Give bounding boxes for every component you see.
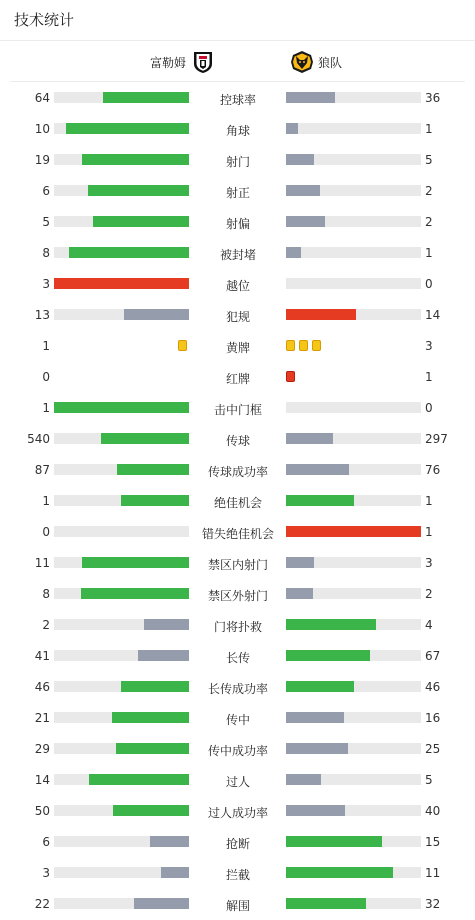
home-stat-value: 5 [42, 215, 50, 229]
away-stat-bar-fill [286, 309, 356, 320]
stat-label: 传球成功率 [207, 465, 268, 479]
stats-list [0, 83, 475, 920]
stat-row [0, 114, 475, 145]
home-team-name: 富勒姆 [149, 55, 186, 70]
stat-label: 控球率 [219, 93, 256, 107]
home-stat-bar-track [54, 216, 189, 227]
home-stat-bar-fill [112, 712, 189, 723]
away-stat-value: 76 [425, 463, 441, 477]
home-stat-value: 540 [27, 432, 50, 446]
stat-row [0, 889, 475, 920]
home-stat-value: 11 [34, 556, 50, 570]
home-stat-bar-track [54, 495, 189, 506]
stat-row [0, 796, 475, 827]
away-stat-bar-track [286, 433, 421, 444]
yellow-card-icon [299, 340, 308, 351]
stat-label: 传中 [225, 713, 250, 727]
home-stat-bar-track [54, 123, 189, 134]
home-stat-bar-fill [69, 247, 189, 258]
stat-label: 门将扑救 [213, 620, 262, 634]
away-stat-bar-track [286, 743, 421, 754]
away-stat-bar-fill [286, 650, 370, 661]
stat-label: 过人 [225, 775, 250, 789]
away-stat-bar-track [286, 123, 421, 134]
away-stat-value: 11 [425, 866, 441, 880]
page-title: 技术统计 [0, 0, 475, 41]
home-stat-bar-track [54, 154, 189, 165]
home-stat-bar-fill [54, 402, 189, 413]
away-stat-value: 1 [425, 122, 433, 136]
home-stat-bar-fill [113, 805, 189, 816]
home-stat-bar-fill [103, 92, 189, 103]
home-stat-value: 2 [42, 618, 50, 632]
yellow-card-icon [312, 340, 321, 351]
away-stat-bar-track [286, 681, 421, 692]
away-stat-bar-track [286, 247, 421, 258]
home-stat-value: 29 [34, 742, 50, 756]
away-stat-bar-track [286, 619, 421, 630]
home-stat-bar-fill [54, 278, 189, 289]
red-card-icon [286, 371, 295, 382]
home-stat-bar-track [54, 464, 189, 475]
home-stat-bar-fill [82, 154, 189, 165]
away-stat-value: 32 [425, 897, 441, 911]
stat-row [0, 765, 475, 796]
home-stat-bar-track [54, 526, 189, 537]
away-stat-value: 2 [425, 184, 433, 198]
home-stat-bar-fill [66, 123, 189, 134]
stat-row [0, 858, 475, 889]
away-stat-bar-track [286, 495, 421, 506]
stat-row [0, 734, 475, 765]
away-stat-bar-fill [286, 836, 382, 847]
away-stat-bar-track [286, 154, 421, 165]
away-stat-bar-fill [286, 433, 333, 444]
home-stat-bar-fill [138, 650, 189, 661]
away-stat-value: 16 [425, 711, 441, 725]
away-stat-bar-track [286, 309, 421, 320]
away-stat-value: 1 [425, 370, 433, 384]
stat-row [0, 486, 475, 517]
stat-label: 错失绝佳机会 [201, 527, 274, 541]
home-stat-bar-track [54, 650, 189, 661]
away-stat-bar-fill [286, 743, 348, 754]
away-stat-value: 15 [425, 835, 441, 849]
home-stat-value: 64 [34, 91, 50, 105]
stat-row [0, 548, 475, 579]
away-stat-value: 67 [425, 649, 441, 663]
home-stat-bar-track [54, 402, 189, 413]
stat-label: 传中成功率 [207, 744, 268, 758]
stat-label: 过人成功率 [207, 806, 268, 820]
stat-label: 越位 [225, 279, 250, 293]
home-stat-value: 21 [34, 711, 50, 725]
home-stat-bar-track [54, 681, 189, 692]
yellow-card-icon [178, 340, 187, 351]
away-stat-bar-track [286, 588, 421, 599]
away-stat-bar-track [286, 774, 421, 785]
home-stat-bar-fill [93, 216, 189, 227]
stat-row [0, 424, 475, 455]
away-stat-bar-fill [286, 619, 376, 630]
away-stat-bar-fill [286, 216, 325, 227]
stat-row [0, 145, 475, 176]
away-stat-value: 5 [425, 773, 433, 787]
stat-label: 长传成功率 [207, 682, 268, 696]
home-stat-value: 6 [42, 835, 50, 849]
away-stat-value: 14 [425, 308, 441, 322]
stat-row [0, 269, 475, 300]
away-stat-value: 5 [425, 153, 433, 167]
away-stat-bar-fill [286, 898, 366, 909]
stat-row [0, 331, 475, 362]
home-stat-value: 8 [42, 246, 50, 260]
away-stat-value: 4 [425, 618, 433, 632]
away-cards [286, 371, 295, 382]
home-stat-bar-fill [88, 185, 189, 196]
stat-label: 红牌 [225, 372, 250, 386]
away-stat-bar-fill [286, 185, 320, 196]
home-stat-value: 0 [42, 525, 50, 539]
stat-row [0, 703, 475, 734]
away-stat-value: 46 [425, 680, 441, 694]
stat-label: 射偏 [225, 217, 250, 231]
away-stat-bar-track [286, 898, 421, 909]
home-stat-bar-track [54, 185, 189, 196]
stat-label: 绝佳机会 [213, 496, 262, 510]
away-stat-bar-fill [286, 681, 354, 692]
home-stat-bar-fill [134, 898, 189, 909]
away-stat-bar-track [286, 278, 421, 289]
away-stat-bar-fill [286, 154, 314, 165]
stat-label: 击中门框 [213, 403, 262, 417]
stat-row [0, 610, 475, 641]
home-stat-bar-track [54, 278, 189, 289]
away-stat-value: 2 [425, 587, 433, 601]
home-stat-bar-track [54, 867, 189, 878]
away-team[interactable] [290, 50, 342, 74]
yellow-card-icon [286, 340, 295, 351]
home-stat-value: 8 [42, 587, 50, 601]
home-stat-value: 3 [42, 866, 50, 880]
stat-label: 拦截 [225, 868, 250, 882]
home-stat-bar-track [54, 619, 189, 630]
home-stat-bar-track [54, 774, 189, 785]
away-cards [286, 340, 321, 351]
home-cards [178, 340, 187, 351]
home-stat-value: 19 [34, 153, 50, 167]
away-stat-bar-fill [286, 526, 421, 537]
stat-row [0, 579, 475, 610]
stat-label: 抢断 [225, 837, 250, 851]
home-stat-bar-track [54, 743, 189, 754]
stat-row [0, 827, 475, 858]
home-stat-bar-fill [82, 557, 189, 568]
stat-label: 犯规 [225, 310, 250, 324]
away-team-name: 狼队 [318, 55, 343, 70]
teams-header [10, 41, 465, 82]
home-stat-bar-fill [81, 588, 189, 599]
away-stat-bar-fill [286, 774, 321, 785]
away-stat-value: 1 [425, 525, 433, 539]
away-stat-bar-fill [286, 464, 349, 475]
away-stat-bar-track [286, 216, 421, 227]
away-stat-bar-track [286, 867, 421, 878]
home-stat-bar-fill [161, 867, 189, 878]
stat-row [0, 300, 475, 331]
stat-row [0, 176, 475, 207]
stat-label: 射正 [225, 186, 250, 200]
home-stat-value: 87 [34, 463, 50, 477]
home-stat-bar-track [54, 805, 189, 816]
home-stat-bar-track [54, 247, 189, 258]
stat-row [0, 83, 475, 114]
away-stat-bar-fill [286, 247, 301, 258]
home-stat-bar-fill [121, 681, 189, 692]
home-stat-bar-track [54, 433, 189, 444]
away-stat-bar-track [286, 805, 421, 816]
home-stat-bar-fill [124, 309, 189, 320]
away-stat-value: 0 [425, 401, 433, 415]
home-stat-value: 6 [42, 184, 50, 198]
away-stat-value: 0 [425, 277, 433, 291]
stat-row [0, 517, 475, 548]
home-stat-bar-fill [89, 774, 189, 785]
home-stat-bar-track [54, 309, 189, 320]
home-stat-value: 50 [34, 804, 50, 818]
home-stat-value: 22 [34, 897, 50, 911]
home-stat-value: 0 [42, 370, 50, 384]
fulham-crest-icon [192, 50, 214, 74]
home-stat-value: 10 [34, 122, 50, 136]
stat-label: 禁区内射门 [207, 558, 268, 572]
away-stat-bar-track [286, 712, 421, 723]
home-stat-bar-fill [150, 836, 189, 847]
stat-label: 被封堵 [219, 248, 256, 262]
home-stat-value: 46 [34, 680, 50, 694]
home-stat-value: 1 [42, 494, 50, 508]
home-stat-value: 1 [42, 401, 50, 415]
stat-label: 传球 [225, 434, 250, 448]
away-stat-bar-fill [286, 123, 298, 134]
home-stat-value: 3 [42, 277, 50, 291]
away-stat-value: 297 [425, 432, 448, 446]
stat-row [0, 672, 475, 703]
away-stat-bar-track [286, 185, 421, 196]
home-stat-bar-fill [117, 464, 189, 475]
home-stat-bar-fill [121, 495, 189, 506]
wolves-crest-icon [290, 50, 312, 74]
away-stat-value: 3 [425, 556, 433, 570]
away-stat-value: 2 [425, 215, 433, 229]
away-stat-bar-fill [286, 712, 344, 723]
away-stat-bar-track [286, 650, 421, 661]
home-stat-value: 14 [34, 773, 50, 787]
stat-row [0, 362, 475, 393]
away-stat-bar-fill [286, 588, 313, 599]
away-stat-bar-track [286, 92, 421, 103]
home-stat-bar-fill [116, 743, 189, 754]
stat-row [0, 641, 475, 672]
away-stat-value: 1 [425, 246, 433, 260]
home-stat-value: 41 [34, 649, 50, 663]
away-stat-value: 3 [425, 339, 433, 353]
away-stat-bar-fill [286, 867, 393, 878]
stat-row [0, 207, 475, 238]
stat-row [0, 238, 475, 269]
home-stat-value: 1 [42, 339, 50, 353]
away-stat-bar-track [286, 526, 421, 537]
home-stat-bar-track [54, 92, 189, 103]
away-stat-bar-track [286, 402, 421, 413]
home-stat-bar-fill [144, 619, 189, 630]
home-stat-bar-fill [101, 433, 189, 444]
away-stat-value: 1 [425, 494, 433, 508]
stat-label: 射门 [225, 155, 250, 169]
away-stat-bar-track [286, 557, 421, 568]
home-stat-value: 13 [34, 308, 50, 322]
away-stat-bar-track [286, 836, 421, 847]
home-stat-bar-track [54, 712, 189, 723]
stat-row [0, 455, 475, 486]
away-stat-bar-track [286, 464, 421, 475]
away-stat-value: 36 [425, 91, 441, 105]
away-stat-bar-fill [286, 495, 354, 506]
away-stat-bar-fill [286, 805, 345, 816]
away-stat-value: 40 [425, 804, 441, 818]
away-stat-bar-fill [286, 92, 335, 103]
stat-row [0, 393, 475, 424]
stat-label: 黄牌 [225, 341, 250, 355]
home-stat-bar-track [54, 836, 189, 847]
away-stat-bar-fill [286, 557, 314, 568]
home-team[interactable] [150, 50, 214, 74]
stat-label: 角球 [225, 124, 250, 138]
home-stat-bar-track [54, 588, 189, 599]
stat-label: 长传 [225, 651, 250, 665]
away-stat-value: 25 [425, 742, 441, 756]
stat-label: 禁区外射门 [207, 589, 268, 603]
home-stat-bar-track [54, 557, 189, 568]
home-stat-bar-track [54, 898, 189, 909]
stat-label: 解围 [225, 899, 250, 913]
